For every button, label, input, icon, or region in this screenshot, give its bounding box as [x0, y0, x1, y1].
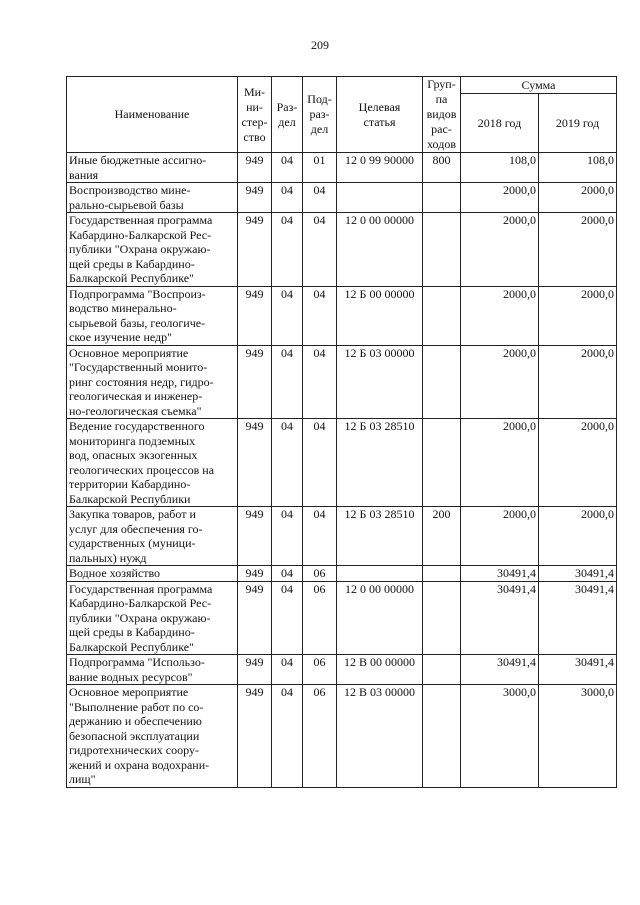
page-number: 209 — [311, 38, 329, 52]
cell-subsection: 04 — [303, 183, 337, 213]
cell-subsection: 06 — [303, 566, 337, 582]
cell-sum-2018: 2000,0 — [461, 507, 539, 566]
cell-section: 04 — [272, 153, 303, 183]
table-row — [67, 507, 617, 566]
cell-sum-2018: 3000,0 — [461, 685, 539, 788]
cell-section: 04 — [272, 213, 303, 287]
table-row — [67, 153, 617, 183]
table-row — [67, 183, 617, 213]
header-row — [67, 77, 617, 94]
table-row — [67, 566, 617, 582]
table-row — [67, 345, 617, 419]
cell-target-article — [337, 183, 423, 213]
cell-target-article: 12 Б 03 28510 — [337, 507, 423, 566]
cell-target-article: 12 Б 03 00000 — [337, 345, 423, 419]
cell-ministry: 949 — [238, 183, 272, 213]
cell-section: 04 — [272, 419, 303, 507]
cell-section: 04 — [272, 655, 303, 685]
cell-expense-group — [423, 183, 461, 213]
cell-target-article: 12 В 03 00000 — [337, 685, 423, 788]
cell-sum-2018: 30491,4 — [461, 581, 539, 655]
table-body — [67, 153, 617, 788]
cell-section: 04 — [272, 685, 303, 788]
header-ministry: Ми- ни- стер- ство — [238, 77, 272, 153]
cell-subsection: 04 — [303, 345, 337, 419]
cell-section: 04 — [272, 183, 303, 213]
table-row — [67, 655, 617, 685]
cell-target-article: 12 Б 00 00000 — [337, 286, 423, 345]
table-row — [67, 286, 617, 345]
cell-expense-group — [423, 655, 461, 685]
cell-sum-2018: 2000,0 — [461, 419, 539, 507]
cell-section: 04 — [272, 507, 303, 566]
cell-sum-2018: 2000,0 — [461, 213, 539, 287]
cell-name: Воспроизводство мине- рально-сырьевой базы — [67, 183, 238, 213]
budget-table — [66, 76, 617, 788]
cell-name: Ведение государственного мониторинга подземных вод, опасных экзогенных геологических процессов на территории Кабардино- Балкарской Республики — [67, 419, 238, 507]
cell-section: 04 — [272, 345, 303, 419]
cell-ministry: 949 — [238, 345, 272, 419]
table-row — [67, 419, 617, 507]
cell-sum-2018: 108,0 — [461, 153, 539, 183]
cell-expense-group: 800 — [423, 153, 461, 183]
cell-target-article: 12 Б 03 28510 — [337, 419, 423, 507]
header-sum: Сумма — [461, 77, 617, 94]
cell-sum-2019: 30491,4 — [539, 581, 617, 655]
cell-name: Государственная программа Кабардино-Балкарской Рес- публики "Охрана окружаю- щей среды в Кабардино- Балкарской Республике" — [67, 581, 238, 655]
cell-subsection: 04 — [303, 507, 337, 566]
header-year-2018: 2018 год — [461, 94, 539, 153]
cell-expense-group — [423, 419, 461, 507]
cell-sum-2019: 3000,0 — [539, 685, 617, 788]
cell-name: Подпрограмма "Использо- вание водных ресурсов" — [67, 655, 238, 685]
cell-ministry: 949 — [238, 213, 272, 287]
header-subsection: Под- раз- дел — [303, 77, 337, 153]
cell-subsection: 01 — [303, 153, 337, 183]
table-row — [67, 213, 617, 287]
cell-target-article — [337, 566, 423, 582]
cell-expense-group — [423, 566, 461, 582]
cell-expense-group: 200 — [423, 507, 461, 566]
cell-ministry: 949 — [238, 581, 272, 655]
cell-target-article: 12 0 00 00000 — [337, 213, 423, 287]
cell-expense-group — [423, 213, 461, 287]
cell-sum-2018: 2000,0 — [461, 345, 539, 419]
cell-sum-2019: 30491,4 — [539, 655, 617, 685]
cell-name: Водное хозяйство — [67, 566, 238, 582]
cell-sum-2019: 2000,0 — [539, 286, 617, 345]
cell-ministry: 949 — [238, 685, 272, 788]
cell-sum-2019: 2000,0 — [539, 507, 617, 566]
cell-sum-2019: 2000,0 — [539, 213, 617, 287]
header-section: Раз- дел — [272, 77, 303, 153]
cell-expense-group — [423, 345, 461, 419]
cell-ministry: 949 — [238, 153, 272, 183]
cell-ministry: 949 — [238, 566, 272, 582]
cell-sum-2019: 108,0 — [539, 153, 617, 183]
cell-expense-group — [423, 685, 461, 788]
cell-expense-group — [423, 581, 461, 655]
cell-subsection: 06 — [303, 685, 337, 788]
cell-sum-2018: 30491,4 — [461, 566, 539, 582]
table-row — [67, 685, 617, 788]
cell-name: Государственная программа Кабардино-Балкарской Рес- публики "Охрана окружаю- щей среды в Кабардино- Балкарской Республике" — [67, 213, 238, 287]
cell-section: 04 — [272, 581, 303, 655]
cell-subsection: 04 — [303, 213, 337, 287]
cell-subsection: 06 — [303, 655, 337, 685]
cell-expense-group — [423, 286, 461, 345]
header-year-2019: 2019 год — [539, 94, 617, 153]
cell-sum-2019: 2000,0 — [539, 419, 617, 507]
header-name: Наименование — [67, 77, 238, 153]
cell-target-article: 12 В 00 00000 — [337, 655, 423, 685]
cell-name: Основное мероприятие "Выполнение работ по со- держанию и обеспечению безопасной эксплуатации гидротехнических соору- жений и охрана водохрани- лищ" — [67, 685, 238, 788]
cell-subsection: 06 — [303, 581, 337, 655]
cell-ministry: 949 — [238, 419, 272, 507]
cell-sum-2018: 2000,0 — [461, 183, 539, 213]
header-target-article: Целевая статья — [337, 77, 423, 153]
cell-sum-2019: 2000,0 — [539, 345, 617, 419]
header-expense-group: Груп- па видов рас- ходов — [423, 77, 461, 153]
cell-section: 04 — [272, 566, 303, 582]
cell-sum-2019: 2000,0 — [539, 183, 617, 213]
cell-target-article: 12 0 00 00000 — [337, 581, 423, 655]
cell-subsection: 04 — [303, 286, 337, 345]
cell-sum-2018: 2000,0 — [461, 286, 539, 345]
cell-name: Иные бюджетные ассигно- вания — [67, 153, 238, 183]
table-row — [67, 581, 617, 655]
cell-section: 04 — [272, 286, 303, 345]
cell-ministry: 949 — [238, 507, 272, 566]
cell-subsection: 04 — [303, 419, 337, 507]
cell-sum-2019: 30491,4 — [539, 566, 617, 582]
cell-ministry: 949 — [238, 286, 272, 345]
cell-name: Закупка товаров, работ и услуг для обеспечения го- сударственных (муници- пальных) нужд — [67, 507, 238, 566]
cell-ministry: 949 — [238, 655, 272, 685]
cell-target-article: 12 0 99 90000 — [337, 153, 423, 183]
cell-name: Основное мероприятие "Государственный монито- ринг состояния недр, гидро- геологическая и инженер- но-геологическая съемка" — [67, 345, 238, 419]
cell-name: Подпрограмма "Воспроиз- водство минерально- сырьевой базы, геологиче- ское изучение недр" — [67, 286, 238, 345]
cell-sum-2018: 30491,4 — [461, 655, 539, 685]
